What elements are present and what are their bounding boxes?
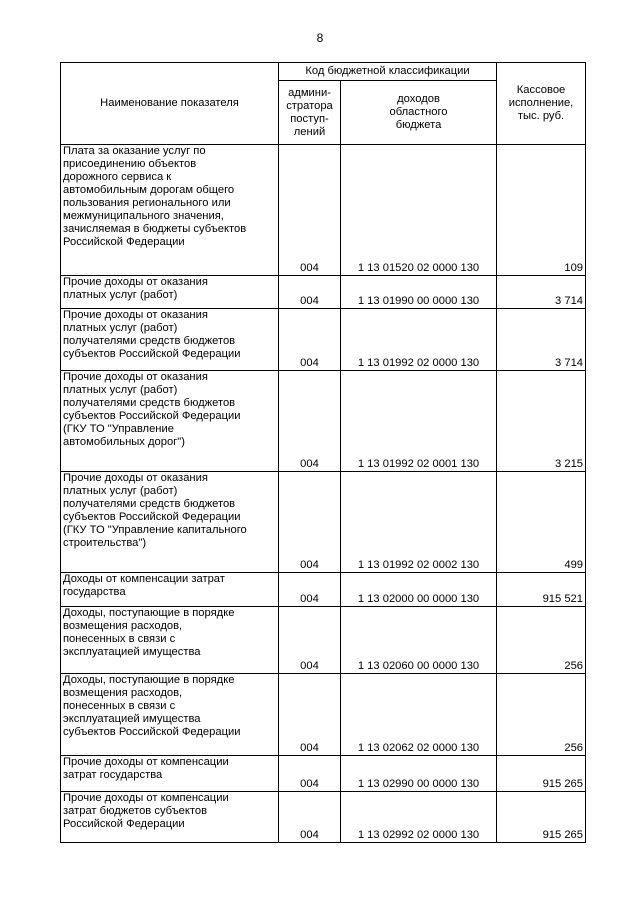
- amount-cell: 915 265: [497, 792, 586, 843]
- indicator-name-cell: Прочие доходы от оказания платных услуг (работ): [61, 276, 279, 309]
- income-code-cell: 1 13 02060 00 0000 130: [341, 607, 497, 674]
- header-indicator-name: Наименование показателя: [61, 63, 279, 145]
- administrator-code-cell: 004: [279, 276, 341, 309]
- administrator-code-cell: 004: [279, 792, 341, 843]
- indicator-name-cell: Прочие доходы от оказания платных услуг (работ) получателями средств бюджетов субъектов Российской Федерации (ГКУ ТО "Управление капитального строительства"): [61, 472, 279, 573]
- table-row: [61, 472, 586, 573]
- table-row: [61, 309, 586, 371]
- indicator-name-cell: Доходы от компенсации затрат государства: [61, 573, 279, 607]
- amount-cell: 3 714: [497, 309, 586, 371]
- amount-cell: 3 215: [497, 371, 586, 472]
- income-code-cell: 1 13 02992 02 0000 130: [341, 792, 497, 843]
- administrator-code-cell: 004: [279, 309, 341, 371]
- amount-cell: 109: [497, 145, 586, 276]
- indicator-name-cell: Прочие доходы от компенсации затрат государства: [61, 756, 279, 792]
- amount-cell: 256: [497, 607, 586, 674]
- table-row: [61, 756, 586, 792]
- income-code-cell: 1 13 02990 00 0000 130: [341, 756, 497, 792]
- table-body: [61, 145, 586, 843]
- income-code-cell: 1 13 01992 02 0000 130: [341, 309, 497, 371]
- indicator-name-cell: Доходы, поступающие в порядке возмещения расходов, понесенных в связи с эксплуатацией имущества: [61, 607, 279, 674]
- table-row: [61, 607, 586, 674]
- table-row: [61, 371, 586, 472]
- indicator-name-cell: Плата за оказание услуг по присоединению объектов дорожного сервиса к автомобильным дорогам общего пользования регионального или межмуниципального значения, зачисляемая в бюджеты субъектов Российской Федерации: [61, 145, 279, 276]
- income-code-cell: 1 13 01990 00 0000 130: [341, 276, 497, 309]
- administrator-code-cell: 004: [279, 371, 341, 472]
- page-number: 8: [316, 31, 324, 45]
- administrator-code-cell: 004: [279, 145, 341, 276]
- indicator-name-cell: Прочие доходы от оказания платных услуг (работ) получателями средств бюджетов субъектов Российской Федерации: [61, 309, 279, 371]
- indicator-name-cell: Прочие доходы от оказания платных услуг (работ) получателями средств бюджетов субъектов Российской Федерации (ГКУ ТО "Управление автомобильных дорог"): [61, 371, 279, 472]
- header-budget-classification-code: Код бюджетной классификации: [279, 63, 497, 81]
- amount-cell: 3 714: [497, 276, 586, 309]
- table-row: [61, 276, 586, 309]
- budget-revenue-table: [60, 62, 586, 843]
- table-header: [61, 63, 586, 145]
- income-code-cell: 1 13 01992 02 0002 130: [341, 472, 497, 573]
- administrator-code-cell: 004: [279, 472, 341, 573]
- administrator-code-cell: 004: [279, 756, 341, 792]
- table-row: [61, 674, 586, 756]
- income-code-cell: 1 13 02062 02 0000 130: [341, 674, 497, 756]
- header-cash-execution: Кассовое исполнение, тыс. руб.: [497, 63, 586, 145]
- income-code-cell: 1 13 02000 00 0000 130: [341, 573, 497, 607]
- table-row: [61, 792, 586, 843]
- income-code-cell: 1 13 01520 02 0000 130: [341, 145, 497, 276]
- income-code-cell: 1 13 01992 02 0001 130: [341, 371, 497, 472]
- indicator-name-cell: Прочие доходы от компенсации затрат бюджетов субъектов Российской Федерации: [61, 792, 279, 843]
- administrator-code-cell: 004: [279, 607, 341, 674]
- amount-cell: 915 521: [497, 573, 586, 607]
- table-row: [61, 145, 586, 276]
- amount-cell: 915 265: [497, 756, 586, 792]
- administrator-code-cell: 004: [279, 573, 341, 607]
- amount-cell: 256: [497, 674, 586, 756]
- administrator-code-cell: 004: [279, 674, 341, 756]
- table-row: [61, 573, 586, 607]
- header-administrator: админи- стратора поступ- лений: [279, 81, 341, 145]
- amount-cell: 499: [497, 472, 586, 573]
- header-regional-budget-income: доходов областного бюджета: [341, 81, 497, 145]
- indicator-name-cell: Доходы, поступающие в порядке возмещения расходов, понесенных в связи с эксплуатацией имущества субъектов Российской Федерации: [61, 674, 279, 756]
